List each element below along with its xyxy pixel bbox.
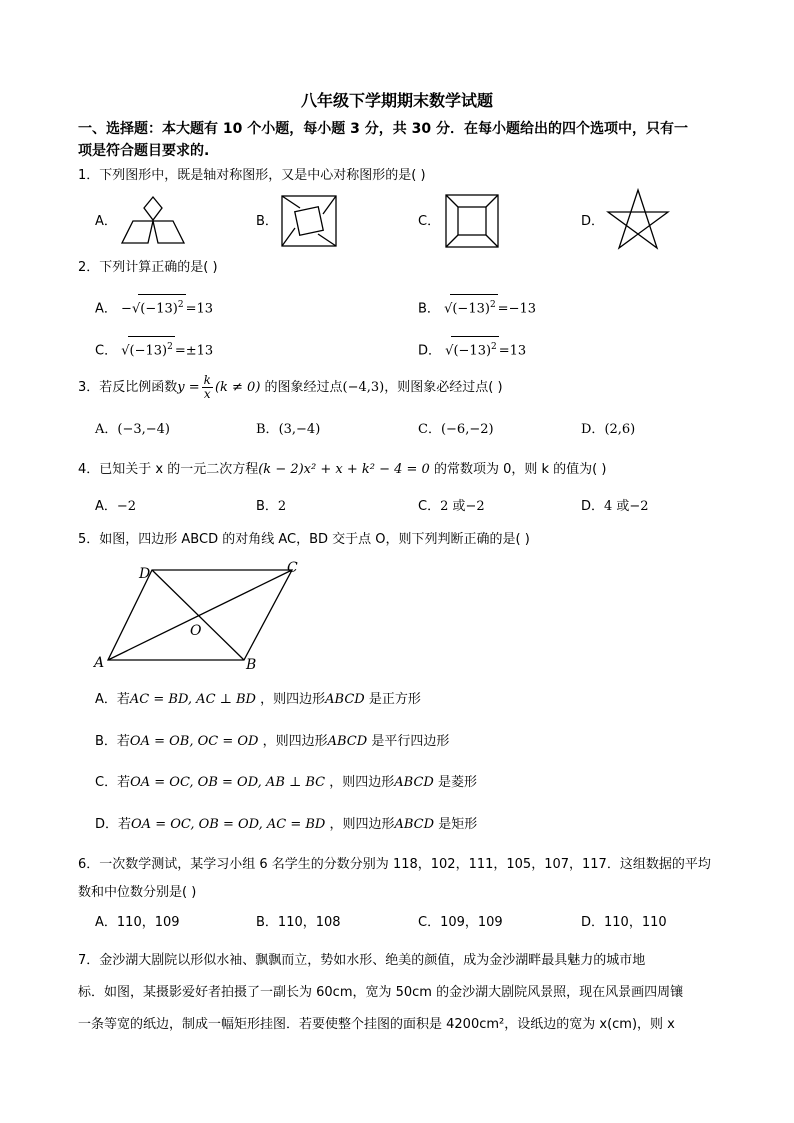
q2-option-a-radicand [138, 294, 185, 319]
q6-option-c-label: C． [418, 915, 441, 930]
q2-option-c-result: =±13 [174, 343, 214, 359]
q3-option-a [95, 420, 170, 440]
q5-option-d [95, 815, 477, 835]
q5-option-a-post: ，则四边形 [260, 692, 326, 707]
q3-stem-post: ，则图象必经过点( ) [384, 380, 503, 395]
q1-option-c-label: C． [418, 214, 441, 229]
q6-option-a [95, 913, 180, 933]
parallelogram-figure [92, 560, 312, 672]
q4-option-d-value: 4 或−2 [604, 499, 649, 514]
q4-equation: (k − 2)x² + x + k² − 4 = 0 [258, 462, 430, 477]
q2-option-c-label: C． [95, 343, 118, 359]
q3-option-d [581, 420, 635, 440]
q4-stem-pre: 4．已知关于 x 的一元二次方程 [78, 462, 259, 477]
q4-option-b-value: 2 [277, 499, 287, 514]
q3-fraction [202, 374, 213, 401]
q1-option-b-label: B． [256, 214, 278, 229]
q3-point: (−4,3) [342, 380, 385, 395]
q6-option-c [418, 913, 503, 933]
q3-option-d-label: D． [581, 422, 605, 437]
page-title: 八年级下学期期末数学试题 [300, 91, 493, 110]
vertex-label-c: C [287, 560, 298, 576]
q2-option-d-inner: (−13) [453, 343, 492, 359]
q2-option-c-radicand [128, 336, 175, 361]
q3-stem-pre: 3．若反比例函数 [78, 380, 178, 395]
section-heading-line1: 一、选择题：本大题有 10 个小题，每小题 3 分，共 30 分．在每小题给出的四个选项中，只有一 [78, 121, 688, 137]
q5-option-c-result: 是菱形 [437, 775, 477, 790]
q5-option-d-result: 是矩形 [438, 817, 478, 832]
question-2-stem: 2．下列计算正确的是( ) [78, 260, 218, 275]
q2-option-a-label: A． [95, 301, 117, 317]
q6-option-b [256, 913, 341, 933]
sqrt-symbol: √ [121, 343, 130, 359]
q6-option-d-value: 110，110 [604, 915, 667, 930]
q6-stem-line1: 6．一次数学测试，某学习小组 6 名学生的分数分别为 118，102，111，105，107，117．这组数据的平均 [78, 857, 711, 872]
q3-option-b-label: B． [256, 422, 279, 437]
q5-option-b-cond: OA = OB, OC = OD [129, 734, 259, 749]
q6-option-b-value: 110，108 [277, 915, 341, 930]
q5-option-c [95, 773, 477, 793]
q7-line2: 标．如图，某摄影爱好者拍摄了一副长为 60cm，宽为 50cm 的金沙湖大剧院风景照，现在风景画四周镶 [78, 985, 684, 1000]
q2-option-d-result: =13 [498, 343, 527, 359]
q2-option-b-result: =−13 [497, 301, 536, 317]
q5-option-a-label: A．若 [95, 692, 130, 707]
q4-option-a [95, 497, 136, 517]
q5-option-c-cond: OA = OC, OB = OD, AB ⊥ BC [130, 775, 326, 790]
pentagram-star-icon [605, 188, 671, 250]
q3-frac-den: x [203, 387, 211, 401]
q2-option-c-inner: (−13) [129, 343, 168, 359]
q5-option-d-post: ，则四边形 [329, 817, 395, 832]
q2-exponent: 2 [167, 342, 173, 352]
q1-option-d-label: D． [581, 214, 605, 229]
q2-option-b [418, 294, 536, 319]
q2-option-a-minus: − [121, 301, 132, 317]
sqrt-symbol: √ [444, 301, 453, 317]
q3-condition: (k ≠ 0) [214, 380, 261, 395]
vertex-label-a: A [94, 655, 105, 671]
q6-option-d-label: D． [581, 915, 605, 930]
diagonal-bd [152, 570, 244, 660]
q4-option-a-value: −2 [116, 499, 137, 514]
q2-option-b-inner: (−13) [452, 301, 490, 317]
q5-option-b-post: ，则四边形 [262, 734, 328, 749]
q5-option-d-label: D．若 [95, 817, 132, 832]
diamonds-figure-icon [118, 195, 188, 249]
q3-stem-mid: 的图象经过点 [260, 380, 343, 395]
q6-option-c-value: 109，109 [440, 915, 503, 930]
q2-option-d [418, 336, 526, 361]
q2-exponent: 2 [177, 300, 184, 310]
q4-option-b [256, 497, 286, 517]
q4-option-d-label: D． [581, 499, 605, 514]
q6-option-a-value: 110，109 [116, 915, 180, 930]
q5-option-d-cond: OA = OC, OB = OD, AC = BD [131, 817, 326, 832]
q2-option-d-label: D． [418, 343, 442, 359]
q5-option-a [95, 690, 421, 710]
nested-square-icon [444, 193, 500, 249]
q2-exponent: 2 [489, 300, 496, 310]
q3-option-a-value: (−3,−4) [117, 422, 170, 437]
q5-option-b-label: B．若 [95, 734, 130, 749]
vertex-label-b: B [246, 657, 257, 673]
q2-exponent: 2 [491, 342, 497, 352]
q3-option-c-label: C． [418, 422, 441, 437]
q5-option-c-post: ，则四边形 [329, 775, 395, 790]
q3-func-lhs: y = [177, 380, 200, 395]
question-4-stem [78, 460, 758, 480]
sqrt-symbol: √ [445, 343, 454, 359]
q7-line1: 7．金沙湖大剧院以形似水袖、飘飘而立，势如水形、绝美的颜值，成为金沙湖畔最具魅力的城市地 [78, 953, 646, 968]
q5-option-c-label: C．若 [95, 775, 131, 790]
q5-option-c-shape: ABCD [394, 775, 434, 790]
q2-option-d-radicand [451, 336, 498, 361]
q4-stem-post: 的常数项为 0，则 k 的值为( ) [429, 462, 607, 477]
question-6-stem [78, 851, 758, 907]
q4-option-c-value: 2 或−2 [440, 499, 485, 514]
q5-option-a-result: 是正方形 [368, 692, 421, 707]
q3-option-c-value: (−6,−2) [440, 422, 494, 437]
q4-option-c-label: C． [418, 499, 441, 514]
question-1-stem: 1．下列图形中，既是轴对称图形，又是中心对称图形的是( ) [78, 168, 426, 183]
q6-option-b-label: B． [256, 915, 278, 930]
q5-option-a-cond: AC = BD, AC ⊥ BD [129, 692, 256, 707]
question-3-stem [78, 374, 758, 401]
q6-option-d [581, 913, 667, 933]
diagonal-ac [108, 570, 292, 660]
q1-option-a-label: A． [95, 214, 117, 229]
section-heading-line2: 项是符合题目要求的. [78, 143, 210, 159]
pinwheel-square-icon [280, 194, 338, 248]
q3-option-a-label: A． [95, 422, 118, 437]
q2-option-a-inner: (−13) [140, 301, 178, 317]
q4-option-b-label: B． [256, 499, 278, 514]
q3-option-b [256, 420, 320, 440]
q6-stem-line2: 数和中位数分别是( ) [78, 885, 197, 900]
q5-option-d-shape: ABCD [394, 817, 435, 832]
sqrt-symbol: √ [131, 301, 141, 317]
q3-option-b-value: (3,−4) [278, 422, 321, 437]
q3-frac-num: k [203, 373, 211, 387]
q4-option-c [418, 497, 485, 517]
q2-option-c [95, 336, 213, 361]
center-label-o: O [190, 623, 202, 639]
question-5-stem: 5．如图，四边形 ABCD 的对角线 AC，BD 交于点 O，则下列判断正确的是( ) [78, 532, 530, 547]
q2-option-b-label: B． [418, 301, 440, 317]
q2-option-a-result: =13 [185, 301, 213, 317]
q5-option-b-shape: ABCD [327, 734, 368, 749]
q4-option-d [581, 497, 649, 517]
q2-option-b-radicand [450, 294, 497, 319]
q5-option-b [95, 732, 449, 752]
q3-option-d-value: (2,6) [604, 422, 636, 437]
vertex-label-d: D [139, 566, 151, 582]
q2-option-a [95, 294, 213, 319]
q3-option-c [418, 420, 494, 440]
q5-option-b-result: 是平行四边形 [371, 734, 450, 749]
question-7-stem [78, 945, 758, 1041]
section-heading [78, 118, 758, 162]
q6-option-a-label: A． [95, 915, 117, 930]
q4-option-a-label: A． [95, 499, 117, 514]
q5-option-a-shape: ABCD [325, 692, 365, 707]
q7-line3: 一条等宽的纸边，制成一幅矩形挂图．若要使整个挂图的面积是 4200cm²，设纸边的宽为 x(cm)，则 x [78, 1017, 675, 1032]
